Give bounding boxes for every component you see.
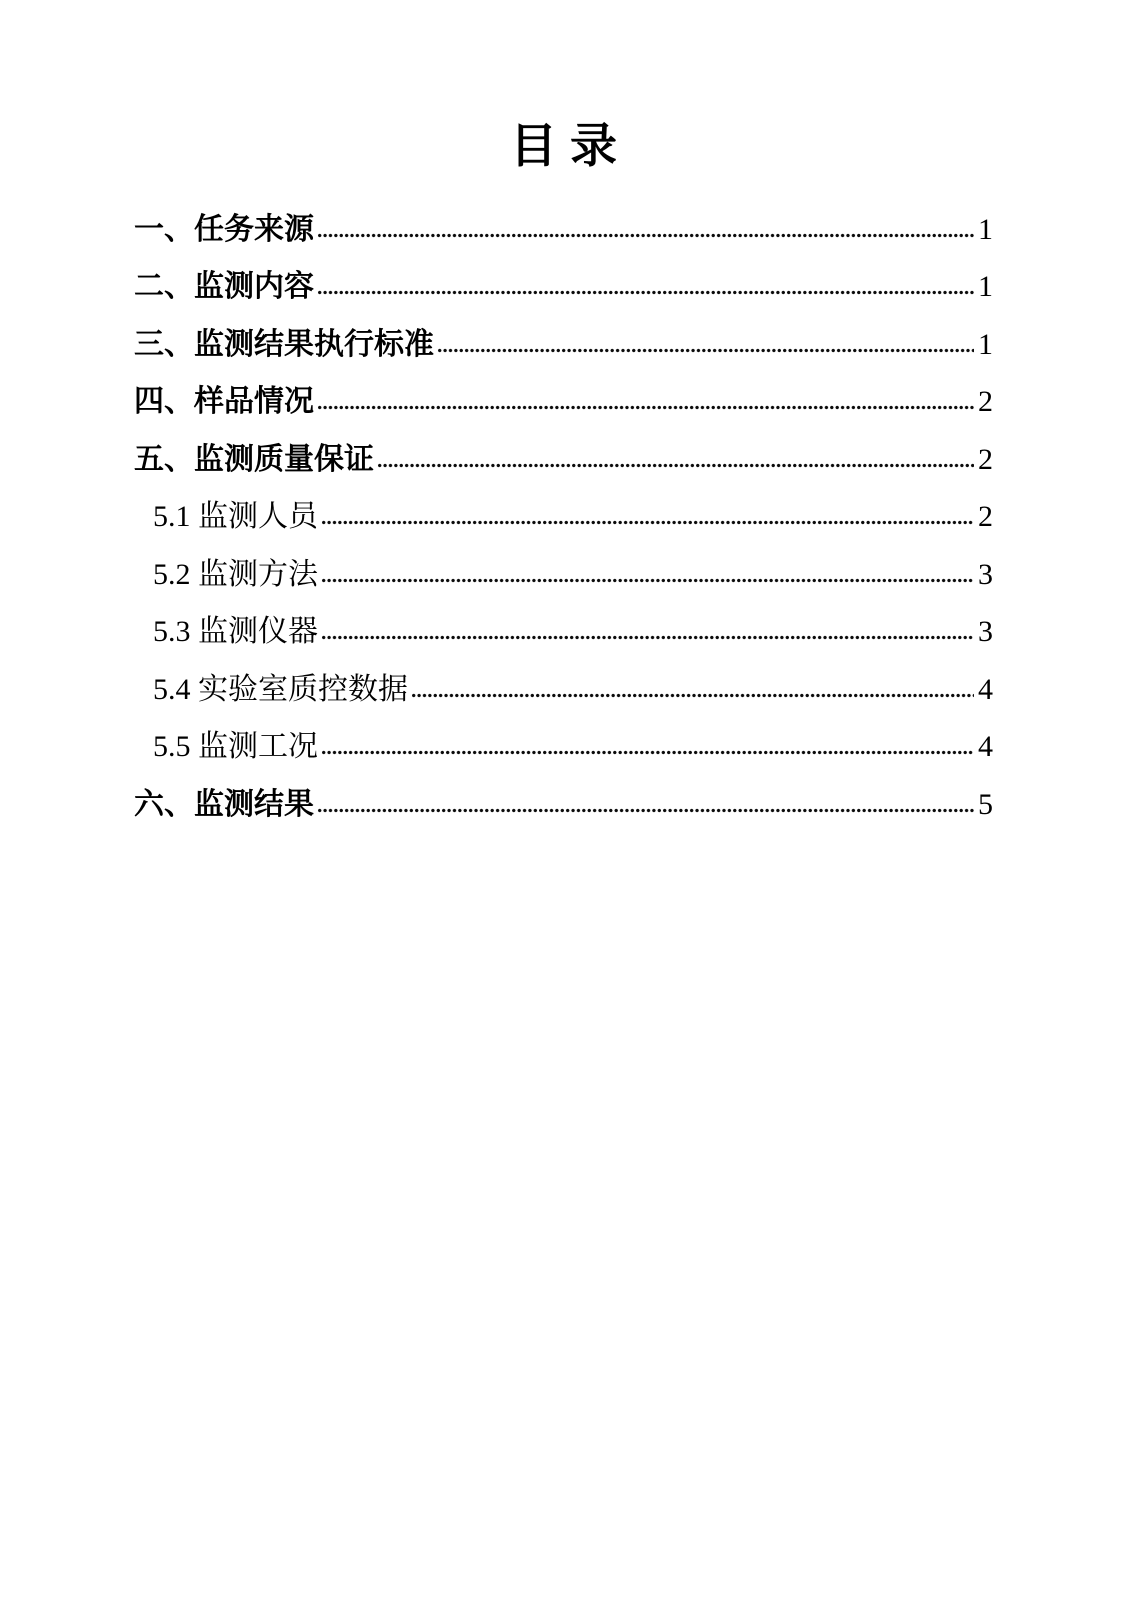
dot-leader [411,692,974,699]
toc-entry-page-number: 4 [978,672,993,706]
toc-entry [134,201,993,259]
toc-entry-page-number: 4 [978,730,993,764]
toc-entry [134,661,993,719]
toc-entry-label: 六、监测结果 [134,787,314,821]
toc-entry [134,431,993,489]
toc-entry-label: 5.3 监测仪器 [153,615,318,649]
toc-entry [134,603,993,661]
toc-entry [134,373,993,431]
toc-entry-label: 五、监测质量保证 [134,442,374,476]
toc-entry-page-number: 1 [978,212,993,246]
toc-entry-page-number: 5 [978,787,993,821]
toc-entry-page-number: 1 [978,327,993,361]
toc-entry-label: 5.4 实验室质控数据 [153,672,408,706]
toc-entry-label: 5.2 监测方法 [153,557,318,591]
toc-entry-page-number: 2 [978,385,993,419]
toc-entry [134,316,993,374]
toc-entry [134,776,993,834]
toc-list [134,201,993,834]
toc-entry-page-number: 2 [978,500,993,534]
toc-entry [134,488,993,546]
toc-entry-label: 5.1 监测人员 [153,500,318,534]
toc-entry-page-number: 2 [978,442,993,476]
dot-leader [321,749,974,756]
toc-entry-label: 5.5 监测工况 [153,730,318,764]
dot-leader [321,519,974,526]
toc-entry-page-number: 3 [978,557,993,591]
dot-leader [321,577,974,584]
toc-entry-page-number: 3 [978,615,993,649]
dot-leader [321,634,974,641]
toc-entry-label: 四、样品情况 [134,385,314,419]
toc-entry [134,546,993,604]
toc-entry [134,258,993,316]
toc-entry-label: 一、任务来源 [134,212,314,246]
dot-leader [317,289,974,296]
dot-leader [317,404,974,411]
page-title: 目录 [510,121,630,173]
toc-entry [134,718,993,776]
dot-leader [377,462,974,469]
toc-entry-label: 三、监测结果执行标准 [134,327,434,361]
toc-entry-page-number: 1 [978,270,993,304]
dot-leader [317,807,974,814]
toc-entry-label: 二、监测内容 [134,270,314,304]
dot-leader [437,347,974,354]
dot-leader [317,232,974,239]
